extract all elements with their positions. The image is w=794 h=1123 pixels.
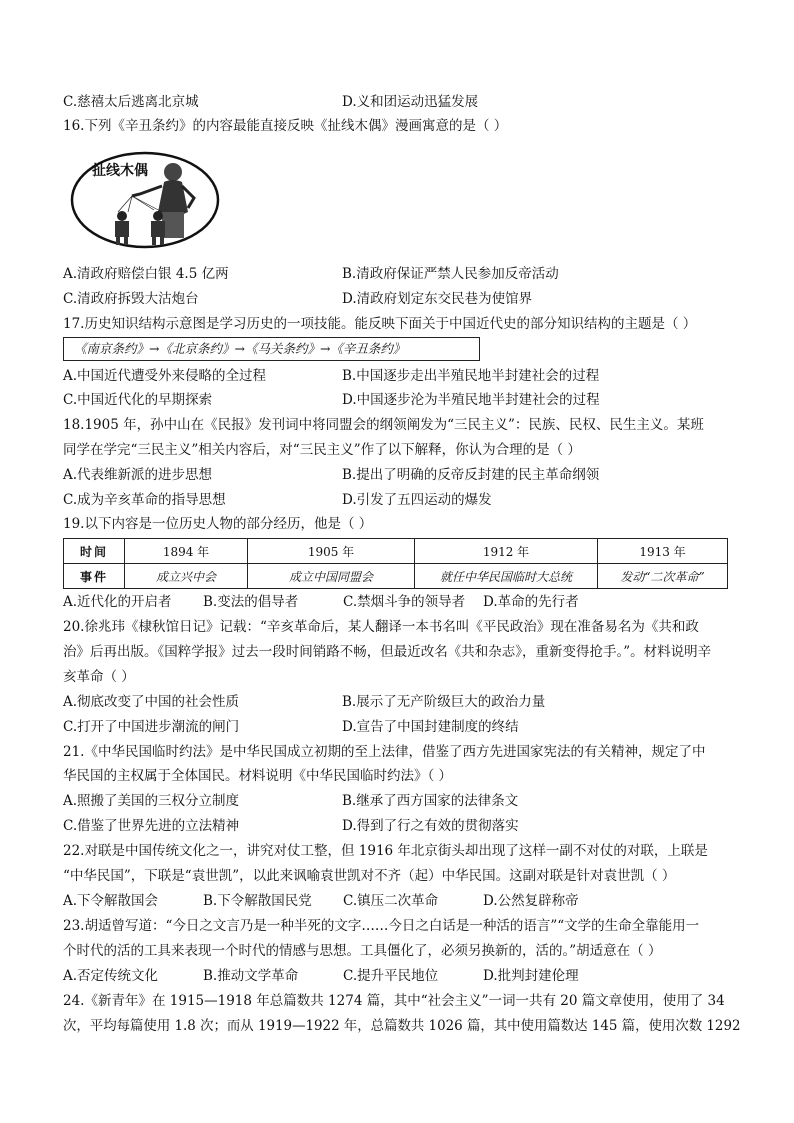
q19-stem: 19.以下内容是一位历史人物的部分经历，他是（ ）	[63, 516, 373, 532]
q21-option-d: D.得到了行之有效的贯彻落实	[342, 818, 519, 834]
q23-option-d: D.批判封建伦理	[483, 968, 579, 984]
q16-option-b: B.清政府保证严禁人民参加反帝活动	[342, 266, 559, 282]
q22-stem-line1: 22.对联是中国传统文化之一，讲究对仗工整，但 1916 年北京街头却出现了这样一副不对仗的对联，上联是	[63, 843, 708, 859]
table-row	[64, 564, 728, 589]
q16-option-d: D.清政府划定东交民巷为使馆界	[342, 291, 533, 307]
q24-stem-line1: 24.《新青年》在 1915—1918 年总篇数共 1274 篇，其中“社会主义”一词一共有 20 篇文章使用，使用了 34	[63, 993, 725, 1009]
q24-stem-line2: 次，平均每篇使用 1.8 次；而从 1919—1922 年，总篇数共 1026 篇，其中使用篇数达 145 篇，使用次数 1292	[63, 1018, 741, 1034]
q20-stem-line1: 20.徐兆玮《棣秋馆日记》记载：“辛亥革命后，某人翻译一本书名叫《平民政治》现在准备易名为《共和政	[63, 619, 699, 635]
table-header-event: 事件	[64, 564, 125, 589]
table-header-time: 时间	[64, 539, 125, 564]
q20-stem-line2: 治》后再出版。《国粹学报》过去一段时间销路不畅，但最近改名《共和杂志》，重新变得抢手。”。材料说明辛	[63, 644, 712, 660]
table-cell: 1913 年	[598, 539, 728, 564]
q21-stem-line2: 华民国的主权属于全体国民。材料说明《中华民国临时约法》（ ）	[63, 768, 453, 784]
q23-option-c: C.提升平民地位	[343, 968, 439, 984]
q16-option-c: C.清政府拆毁大沽炮台	[63, 291, 199, 307]
q18-option-d: D.引发了五四运动的爆发	[342, 492, 492, 508]
q22-option-d: D.公然复辟称帝	[483, 893, 579, 909]
table-cell: 成立中国同盟会	[248, 564, 415, 589]
q19-option-b: B.变法的倡导者	[203, 594, 299, 610]
q23-option-a: A.否定传统文化	[63, 968, 159, 984]
q15-option-d: D.义和团运动迅猛发展	[342, 94, 479, 110]
q17-option-a: A.中国近代遭受外来侵略的全过程	[63, 368, 267, 384]
q19-option-c: C.禁烟斗争的领导者	[343, 594, 466, 610]
q18-stem-line1: 18.1905 年，孙中山在《民报》发刊词中将同盟会的纲领阐发为“三民主义”：民族、民权、民生主义。某班	[63, 417, 704, 433]
q17-option-b: B.中国逐步走出半殖民地半封建社会的过程	[342, 368, 600, 384]
q20-option-c: C.打开了中国进步潮流的闸门	[63, 719, 240, 735]
q23-option-b: B.推动文学革命	[203, 968, 299, 984]
q21-stem-line1: 21.《中华民国临时约法》是中华民国成立初期的至上法律，借鉴了西方先进国家宪法的有关精神，规定了中	[63, 744, 706, 760]
q19-option-d: D.革命的先行者	[483, 594, 579, 610]
cartoon-caption: 扯线木偶	[92, 163, 148, 179]
puppet-cartoon-image	[70, 150, 220, 250]
table-row	[64, 539, 728, 564]
q15-option-c: C.慈禧太后逃离北京城	[63, 94, 199, 110]
q22-stem-line2: “中华民国”，下联是“袁世凯”，以此来讽喻袁世凯对不齐（起）中华民国。这副对联是针对袁世凯（ ）	[63, 868, 676, 884]
table-cell: 1912 年	[415, 539, 598, 564]
q16-option-a: A.清政府赔偿白银 4.5 亿两	[63, 266, 229, 282]
q20-option-a: A.彻底改变了中国的社会性质	[63, 694, 240, 710]
q23-stem-line2: 个时代的活的工具来表现一个时代的情感与思想。工具僵化了，必须另换新的，活的。”胡适意在（ ）	[63, 943, 662, 959]
table-cell: 就任中华民国临时大总统	[415, 564, 598, 589]
q18-option-a: A.代表维新派的进步思想	[63, 467, 213, 483]
q22-option-c: C.镇压二次革命	[343, 893, 439, 909]
q17-stem: 17.历史知识结构示意图是学习历史的一项技能。能反映下面关于中国近代史的部分知识结构的主题是（ ）	[63, 316, 697, 332]
q18-option-b: B.提出了明确的反帝反封建的民主革命纲领	[342, 467, 600, 483]
table-cell: 1894 年	[125, 539, 248, 564]
q21-option-c: C.借鉴了世界先进的立法精神	[63, 818, 240, 834]
q22-option-b: B.下令解散国民党	[203, 893, 312, 909]
q20-option-b: B.展示了无产阶级巨大的政治力量	[342, 694, 546, 710]
treaty-chain-box: 《南京条约》→《北京条约》→《马关条约》→《辛丑条约》	[63, 337, 480, 361]
q20-stem-line3: 亥革命（ ）	[63, 669, 135, 685]
q17-option-d: D.中国逐步沦为半殖民地半封建社会的过程	[342, 392, 600, 408]
q23-stem-line1: 23.胡适曾写道：“今日之文言乃是一种半死的文字……今日之白话是一种活的语言”“文学的生命全靠能用一	[63, 918, 700, 934]
table-cell: 发动“二次革命”	[598, 564, 728, 589]
q21-option-a: A.照搬了美国的三权分立制度	[63, 793, 240, 809]
table-cell: 1905 年	[248, 539, 415, 564]
q18-option-c: C.成为辛亥革命的指导思想	[63, 492, 226, 508]
q17-option-c: C.中国近代化的早期探索	[63, 392, 213, 408]
biography-table	[63, 538, 728, 589]
q16-stem: 16.下列《辛丑条约》的内容最能直接反映《扯线木偶》漫画寓意的是（ ）	[63, 118, 508, 134]
table-cell: 成立兴中会	[125, 564, 248, 589]
q19-option-a: A.近代化的开启者	[63, 594, 172, 610]
q18-stem-line2: 同学在学完“三民主义”相关内容后，对“三民主义”作了以下解释，你认为合理的是（ ）	[63, 442, 581, 458]
q20-option-d: D.宣告了中国封建制度的终结	[342, 719, 519, 735]
q21-option-b: B.继承了西方国家的法律条文	[342, 793, 519, 809]
q22-option-a: A.下令解散国会	[63, 893, 159, 909]
